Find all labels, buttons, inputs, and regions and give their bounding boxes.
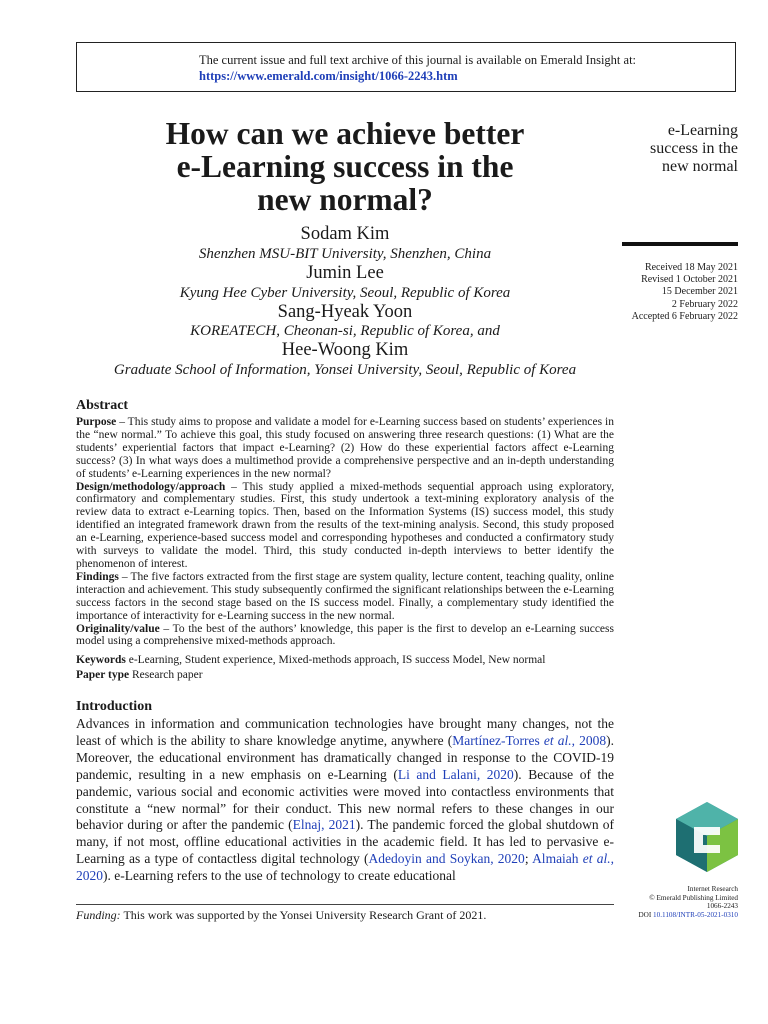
keywords-text: e-Learning, Student experience, Mixed-methods approach, IS success Model, New normal [125,654,546,667]
author-affiliation: KOREATECH, Cheonan-si, Republic of Korea, and [190,323,500,339]
body-text: ). Because of the pandemic, various social and economic activities were moved into contactless environments that constitute a “new normal” for their conduct. This new normal refers to these changes in our behavior during or after the pandemic ( [76,766,614,833]
article-title [80,117,610,216]
running-title [578,122,738,176]
citation-link[interactable]: Adedoyin and Soykan, 2020 [368,851,525,867]
keywords [76,654,614,667]
body-text: ). Moreover, the educational environment has dramatically changed in response to the COVID-19 pandemic, resulting in a new emphasis on e-Learning ( [76,732,615,782]
title-line-1: How can we achieve better [165,116,525,151]
author-name: Hee-Woong Kim [281,340,409,360]
abstract-body [76,416,614,682]
keywords-label: Keywords [76,654,126,667]
author-affiliation: Graduate School of Information, Yonsei University, Seoul, Republic of Korea [113,362,577,378]
journal-info [588,885,738,919]
author-affiliation: Shenzhen MSU-BIT University, Shenzhen, China [198,246,492,262]
publisher-copyright: © Emerald Publishing Limited [649,893,738,902]
author-name: Sang-Hyeak Yoon [277,302,413,322]
notice-message: The current issue and full text archive of this journal is available on Emerald Insight at: [199,53,637,67]
author-affiliation: Kyung Hee Cyber University, Seoul, Republic of Korea [179,285,511,301]
abstract-purpose [76,416,614,481]
citation-text: et al. [582,851,611,867]
funding-footnote [76,908,616,922]
abstract-label: Purpose [76,416,117,428]
abstract-text: – The five factors extracted from the first stage are system quality, lecture content, teaching quality, online interaction and achievement. This study subsequently confirmed the significant relationships between the e-Learning success factors in the second stage based on the IS success model. Finally, a complementary study identified the importance of interactivity for e-Learning success in the new normal. [76,570,614,622]
body-text: ; [524,851,533,867]
citation-link[interactable] [452,733,606,748]
received-date: Received 18 May 2021 [644,262,738,273]
citation-text: , 2008 [571,732,607,748]
body-text: Advances in information and communication technologies have brought many changes, not the least of which is the ability to share knowledge anytime, anywhere ( [76,716,614,748]
doi-link[interactable]: 10.1108/INTR-05-2021-0310 [653,910,738,919]
doi-line [588,911,738,920]
emerald-logo-icon [674,800,740,874]
footnote-label: Funding: [76,908,121,922]
citation-text: , 2020 [76,851,615,884]
footnote-text: This work was supported by the Yonsei University Research Grant of 2021. [120,908,487,922]
citation-text: Martínez-Torres [452,732,544,748]
paper-type-text: Research paper [129,669,203,682]
body-text: ). The pandemic forced the global shutdown of many, if not most, offline educational activities in the academic field. It has led to pervasive e-Learning as a type of contactless digital technology ( [76,817,614,867]
journal-name: Internet Research [687,885,738,893]
journal-url-link[interactable]: https://www.emerald.com/insight/1066-2243.htm [199,69,458,83]
body-text: ). e-Learning refers to the use of technology to create educational [103,868,456,884]
title-line-3: new normal? [257,182,433,217]
citation-link[interactable]: Elnaj, 2021 [292,817,356,833]
abstract-heading: Abstract [76,398,129,413]
revised-date: Revised 1 October 2021 [641,274,738,286]
citation-link[interactable]: Li and Lalani, 2020 [397,766,514,782]
abstract-text: – To the best of the authors’ knowledge, this paper is the first to develop an e-Learning success model using a comprehensive mixed-methods approach. [76,622,614,648]
abstract-label: Design/methodology/approach [76,480,226,493]
journal-notice-box [76,42,736,92]
running-title-line: success in the [650,140,738,157]
paper-type [76,669,614,682]
paper-type-label: Paper type [76,669,130,682]
doi-label: DOI [638,910,654,919]
publication-dates [558,262,738,323]
abstract-design [76,481,614,571]
revised-date: 15 December 2021 [661,286,738,298]
sidebar-divider [622,242,738,246]
journal-issn: 1066-2243 [706,902,738,911]
footnote-divider [76,904,614,905]
accepted-date: Accepted 6 February 2022 [631,310,738,322]
abstract-label: Originality/value [76,622,160,635]
citation-text: Almaiah [532,851,583,867]
abstract-text: – This study applied a mixed-methods sequential approach using exploratory, confirmatory and complementary studies. First, this study undertook a text-mining exploratory analysis of the review data to extract e-Learning topics. Then, based on the Information Systems (IS) success model, this study identified an integrated framework drawn from the results of the text-mining analysis. Second, this study proposed an e-Learning, experience-based success model and corresponding hypotheses and conducted a confirmatory study with surveys to validate the model. Third, this study conducted in-depth interviews to better identify the phenomenon of interest. [76,480,614,570]
running-title-line: e-Learning [667,122,738,139]
introduction-heading: Introduction [76,699,152,714]
abstract-text: – This study aims to propose and validate a model for e-Learning success based on students’ experiences in the “new normal.” To achieve this goal, this study focused on answering three research questions: (1) What are the students’ experiential factors that impact e-Learning? (2) How do these experiential factors affect e-Learning success? (3) In what ways does a multimethod provide a comprehensive perspective and an in-depth understanding of students’ e-Learning experiences in the new normal? [76,416,614,480]
citation-text: et al. [543,732,572,748]
author-name: Sodam Kim [300,224,390,244]
notice-text [199,52,636,84]
abstract-findings [76,571,614,623]
revised-date: 2 February 2022 [671,298,738,310]
abstract-originality [76,623,614,649]
introduction-paragraph [76,716,614,885]
running-title-line: new normal [662,158,738,175]
abstract-label: Findings [76,570,119,583]
title-line-2: e-Learning success in the [176,149,514,184]
author-name: Jumin Lee [306,263,384,283]
